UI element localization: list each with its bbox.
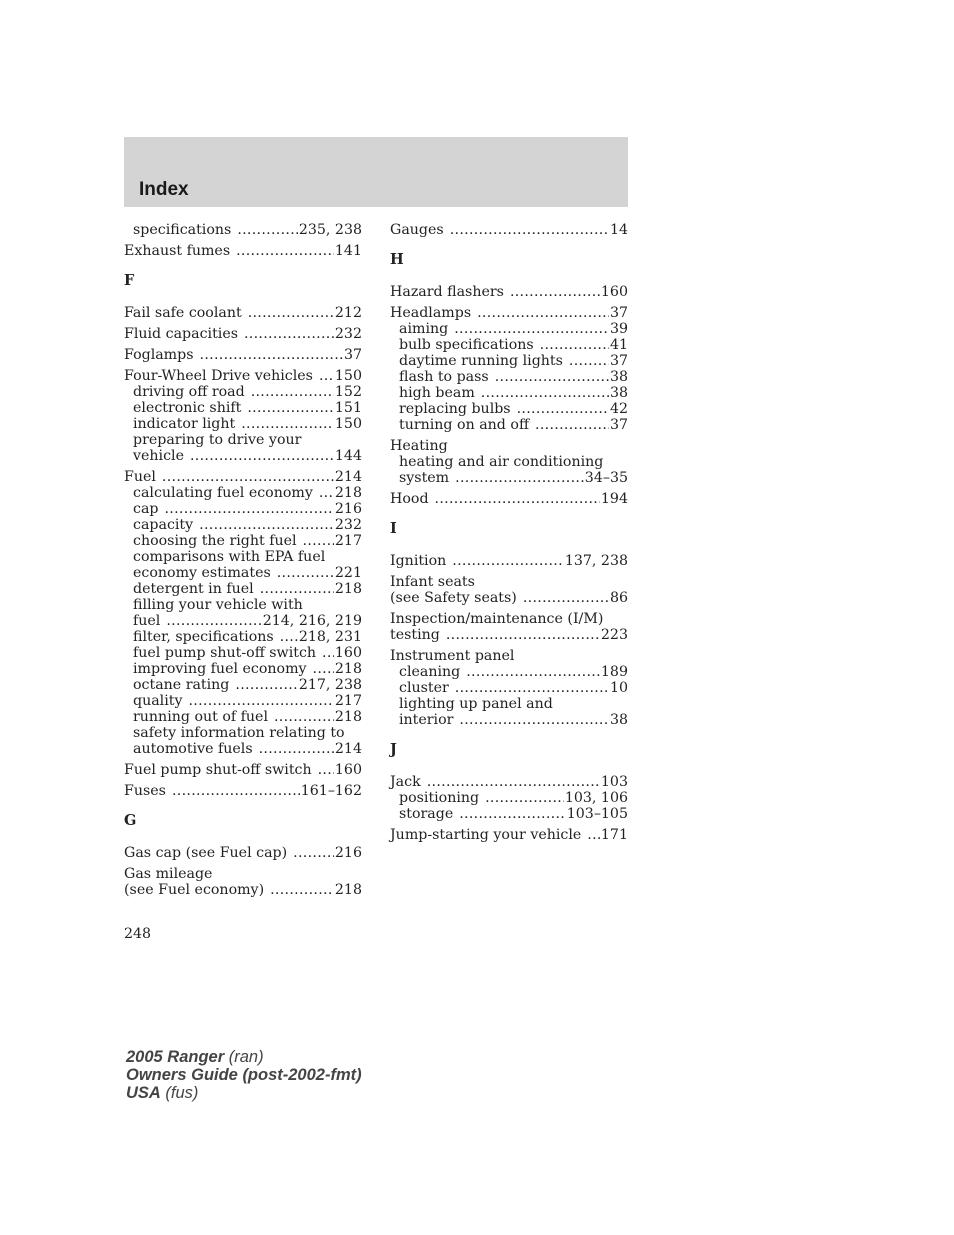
index-page-ref: 37 — [609, 353, 628, 369]
index-page-ref: 214 — [334, 469, 362, 485]
index-term: Hazard flashers — [390, 284, 504, 300]
index-term: Hood — [390, 491, 429, 507]
index-page-ref: 37 — [609, 305, 628, 321]
page-number: 248 — [124, 926, 152, 942]
index-page-ref: 37 — [609, 417, 628, 433]
index-subentry-line — [124, 533, 362, 549]
index-page-ref: 14 — [609, 222, 628, 238]
dot-leader — [235, 677, 297, 693]
footer-line-3 — [126, 1084, 362, 1102]
index-entry-line — [390, 574, 628, 590]
dot-leader — [190, 448, 334, 464]
footer-doc-info — [126, 1048, 362, 1102]
index-page-ref: 232 — [334, 326, 362, 342]
index-page-ref: 41 — [609, 337, 628, 353]
index-subentry-line — [124, 400, 362, 416]
index-entry — [390, 438, 628, 486]
index-page-ref: 216 — [334, 501, 362, 517]
index-term: turning on and off — [399, 417, 530, 433]
index-entry — [124, 469, 362, 757]
index-page-ref: 160 — [600, 284, 628, 300]
index-term: economy estimates — [133, 565, 271, 581]
index-page-ref: 150 — [334, 416, 362, 432]
index-entry-line — [390, 305, 628, 321]
index-entry-line — [124, 762, 362, 778]
index-entry-line — [124, 469, 362, 485]
dot-leader — [319, 368, 334, 384]
index-subentry-line — [124, 565, 362, 581]
index-subentry-line — [124, 384, 362, 400]
index-page-ref: 141 — [334, 243, 362, 259]
index-term: Jack — [390, 774, 421, 790]
index-term: interior — [399, 712, 454, 728]
index-letter-heading: F — [124, 272, 135, 289]
dot-leader — [446, 627, 600, 643]
dot-leader — [251, 384, 334, 400]
footer-model-code: (ran) — [224, 1048, 264, 1066]
dot-leader — [172, 783, 300, 799]
index-entry — [124, 305, 362, 321]
index-page-ref: 161–162 — [300, 783, 362, 799]
dot-leader — [248, 305, 334, 321]
index-term: running out of fuel — [133, 709, 268, 725]
index-subentry-line — [124, 581, 362, 597]
dot-leader — [313, 661, 334, 677]
index-term: Gas cap (see Fuel cap) — [124, 845, 288, 861]
index-term: lighting up panel and — [399, 696, 553, 712]
index-page-ref: 37 — [343, 347, 362, 363]
index-entry — [124, 762, 362, 778]
index-term: Inspection/maintenance (I/M) — [390, 611, 604, 627]
index-subentry-line — [124, 517, 362, 533]
dot-leader — [270, 882, 334, 898]
index-term: improving fuel economy — [133, 661, 307, 677]
index-subentry-line — [124, 709, 362, 725]
index-entry-line — [390, 611, 628, 627]
index-entry-line — [390, 553, 628, 569]
index-subentry-line — [390, 790, 628, 806]
index-subentry-line — [124, 645, 362, 661]
index-term: high beam — [399, 385, 475, 401]
dot-leader — [587, 827, 600, 843]
dot-leader — [477, 305, 609, 321]
index-page-ref: 218, 231 — [298, 629, 362, 645]
footer-market: USA — [126, 1084, 161, 1102]
index-page-ref: 38 — [609, 712, 628, 728]
index-term: testing — [390, 627, 440, 643]
dot-leader — [318, 762, 334, 778]
footer-guide: Owners Guide (post-2002-fmt) — [126, 1066, 362, 1084]
index-subentry-line — [124, 677, 362, 693]
footer-market-code: (fus) — [160, 1084, 199, 1102]
index-term: driving off road — [133, 384, 245, 400]
index-term: Fuel — [124, 469, 156, 485]
index-entry — [124, 222, 362, 238]
index-entry-line — [390, 648, 628, 664]
index-page-ref: 217 — [334, 693, 362, 709]
index-column-left — [124, 222, 362, 903]
index-entry-line — [124, 866, 362, 882]
index-term: aiming — [399, 321, 449, 337]
dot-leader — [322, 645, 334, 661]
index-page-ref: 137, 238 — [564, 553, 628, 569]
index-term: calculating fuel economy — [133, 485, 313, 501]
dot-leader — [165, 501, 334, 517]
index-page-ref: 218 — [334, 661, 362, 677]
index-subentry-line — [124, 725, 362, 741]
index-subentry-line — [124, 549, 362, 565]
index-subentry-line — [390, 664, 628, 680]
index-term: Infant seats — [390, 574, 475, 590]
index-column-right — [390, 222, 628, 848]
dot-leader — [510, 284, 600, 300]
index-term: Heating — [390, 438, 448, 454]
dot-leader — [427, 774, 600, 790]
index-entry-line — [390, 774, 628, 790]
index-term: (see Fuel economy) — [124, 882, 265, 898]
index-page-ref: 232 — [334, 517, 362, 533]
index-page-ref: 171 — [600, 827, 628, 843]
dot-leader — [452, 553, 564, 569]
index-term: Gauges — [390, 222, 444, 238]
index-entry-line — [124, 243, 362, 259]
index-term: Fuses — [124, 783, 166, 799]
index-term: cluster — [399, 680, 449, 696]
dot-leader — [540, 337, 609, 353]
index-page-ref: 218 — [334, 709, 362, 725]
dot-leader — [454, 321, 609, 337]
dot-leader — [459, 712, 609, 728]
index-term: bulb specifications — [399, 337, 534, 353]
index-term: safety information relating to — [133, 725, 345, 741]
index-entry-line — [124, 783, 362, 799]
index-term: (see Safety seats) — [390, 590, 517, 606]
index-term: Exhaust fumes — [124, 243, 231, 259]
dot-leader — [319, 485, 334, 501]
index-page-ref: 212 — [334, 305, 362, 321]
index-term: flash to pass — [399, 369, 489, 385]
dot-leader — [274, 709, 334, 725]
index-subentry-line — [124, 485, 362, 501]
dot-leader — [199, 517, 334, 533]
dot-leader — [241, 416, 334, 432]
index-term: octane rating — [133, 677, 230, 693]
index-page-ref: 39 — [609, 321, 628, 337]
index-entry — [390, 284, 628, 300]
index-subentry-line — [124, 222, 362, 238]
index-entry — [390, 222, 628, 238]
index-term: heating and air conditioning — [399, 454, 604, 470]
index-page-ref: 38 — [609, 385, 628, 401]
dot-leader — [455, 470, 584, 486]
index-subentry-line — [390, 369, 628, 385]
index-term: choosing the right fuel — [133, 533, 297, 549]
index-entry — [390, 648, 628, 728]
page-title: Index — [139, 179, 189, 200]
index-page-ref: 152 — [334, 384, 362, 400]
index-term: preparing to drive your — [133, 432, 302, 448]
index-page-ref: 86 — [609, 590, 628, 606]
dot-leader — [237, 222, 298, 238]
dot-leader — [495, 369, 609, 385]
index-term: Headlamps — [390, 305, 472, 321]
index-entry-line — [124, 305, 362, 321]
index-term: cap — [133, 501, 159, 517]
index-entry-line — [124, 347, 362, 363]
dot-leader — [455, 680, 609, 696]
dot-leader — [435, 491, 600, 507]
index-subentry-line — [124, 501, 362, 517]
index-term: Jump-starting your vehicle — [390, 827, 582, 843]
index-term: replacing bulbs — [399, 401, 511, 417]
index-term: filling your vehicle with — [133, 597, 303, 613]
index-entry — [124, 347, 362, 363]
index-subentry-line — [124, 629, 362, 645]
index-page-ref: 194 — [600, 491, 628, 507]
index-page-ref: 150 — [334, 368, 362, 384]
index-page-ref: 217, 238 — [298, 677, 362, 693]
index-subentry-line — [390, 454, 628, 470]
index-term: Instrument panel — [390, 648, 515, 664]
index-subentry-line — [390, 353, 628, 369]
index-page-ref: 10 — [609, 680, 628, 696]
index-letter-heading: G — [124, 812, 137, 829]
index-page-ref: 214 — [334, 741, 362, 757]
index-term: comparisons with EPA fuel — [133, 549, 326, 565]
index-term: fuel — [133, 613, 161, 629]
dot-leader — [259, 741, 334, 757]
index-entry-line — [390, 284, 628, 300]
index-subentry-line — [390, 680, 628, 696]
index-entry-line — [390, 590, 628, 606]
index-entry — [124, 368, 362, 464]
dot-leader — [247, 400, 334, 416]
index-entry-line — [390, 627, 628, 643]
dot-leader — [459, 806, 565, 822]
index-page-ref: 103–105 — [566, 806, 628, 822]
index-page-ref: 216 — [334, 845, 362, 861]
index-page-ref: 223 — [600, 627, 628, 643]
index-term: system — [399, 470, 450, 486]
index-term: capacity — [133, 517, 194, 533]
index-term: cleaning — [399, 664, 461, 680]
index-subentry-line — [390, 385, 628, 401]
dot-leader — [293, 845, 334, 861]
index-term: fuel pump shut-off switch — [133, 645, 317, 661]
index-entry — [390, 774, 628, 822]
index-subentry-line — [124, 613, 362, 629]
index-letter-heading: J — [390, 741, 397, 758]
dot-leader — [535, 417, 609, 433]
dot-leader — [303, 533, 334, 549]
index-entry — [390, 827, 628, 843]
index-subentry-line — [124, 741, 362, 757]
index-subentry-line — [124, 597, 362, 613]
index-term: detergent in fuel — [133, 581, 254, 597]
index-term: indicator light — [133, 416, 236, 432]
dot-leader — [277, 565, 334, 581]
index-term: electronic shift — [133, 400, 242, 416]
index-term: specifications — [133, 222, 232, 238]
dot-leader — [466, 664, 600, 680]
index-page-ref: 38 — [609, 369, 628, 385]
dot-leader — [244, 326, 334, 342]
index-term: vehicle — [133, 448, 184, 464]
dot-leader — [188, 693, 333, 709]
index-term: positioning — [399, 790, 480, 806]
index-letter-heading: I — [390, 520, 397, 537]
footer-line-2 — [126, 1066, 362, 1084]
index-subentry-line — [390, 806, 628, 822]
dot-leader — [200, 347, 343, 363]
dot-leader — [280, 629, 298, 645]
index-term: storage — [399, 806, 454, 822]
dot-leader — [162, 469, 334, 485]
index-entry-line — [390, 491, 628, 507]
index-subentry-line — [390, 321, 628, 337]
index-subentry-line — [124, 693, 362, 709]
index-entry — [124, 783, 362, 799]
dot-leader — [523, 590, 609, 606]
index-subentry-line — [124, 432, 362, 448]
index-subentry-line — [390, 337, 628, 353]
index-entry-line — [124, 326, 362, 342]
index-page-ref: 235, 238 — [298, 222, 362, 238]
index-entry-line — [124, 845, 362, 861]
index-entry-line — [390, 222, 628, 238]
index-subentry-line — [390, 470, 628, 486]
index-entry-line — [124, 368, 362, 384]
index-page-ref: 144 — [334, 448, 362, 464]
dot-leader — [166, 613, 261, 629]
index-page-ref: 34–35 — [584, 470, 628, 486]
index-entry-line — [390, 827, 628, 843]
index-term: automotive fuels — [133, 741, 253, 757]
index-subentry-line — [124, 416, 362, 432]
index-page-ref: 160 — [334, 762, 362, 778]
index-subentry-line — [390, 417, 628, 433]
index-page-ref: 218 — [334, 882, 362, 898]
index-page-ref: 221 — [334, 565, 362, 581]
index-entry — [390, 491, 628, 507]
index-subentry-line — [124, 448, 362, 464]
index-entry-line — [124, 882, 362, 898]
index-term: daytime running lights — [399, 353, 563, 369]
dot-leader — [485, 790, 564, 806]
footer-model: 2005 Ranger — [126, 1048, 225, 1066]
index-entry — [124, 845, 362, 861]
index-page-ref: 218 — [334, 581, 362, 597]
index-page-ref: 189 — [600, 664, 628, 680]
dot-leader — [236, 243, 334, 259]
index-term: Fuel pump shut-off switch — [124, 762, 312, 778]
dot-leader — [260, 581, 334, 597]
index-term: filter, specifications — [133, 629, 274, 645]
dot-leader — [569, 353, 609, 369]
index-page-ref: 214, 216, 219 — [262, 613, 362, 629]
index-term: quality — [133, 693, 183, 709]
index-entry — [124, 243, 362, 259]
index-entry — [390, 305, 628, 433]
index-entry — [390, 553, 628, 569]
index-term: Foglamps — [124, 347, 194, 363]
index-entry — [124, 866, 362, 898]
index-subentry-line — [390, 401, 628, 417]
index-page-ref: 103, 106 — [564, 790, 628, 806]
index-entry — [124, 326, 362, 342]
index-entry — [390, 611, 628, 643]
index-term: Fluid capacities — [124, 326, 238, 342]
index-term: Ignition — [390, 553, 447, 569]
index-subentry-line — [390, 712, 628, 728]
index-page-ref: 218 — [334, 485, 362, 501]
index-term: Four-Wheel Drive vehicles — [124, 368, 313, 384]
dot-leader — [450, 222, 609, 238]
index-page-ref: 160 — [334, 645, 362, 661]
index-page-ref: 151 — [334, 400, 362, 416]
index-entry-line — [390, 438, 628, 454]
index-page-ref: 42 — [609, 401, 628, 417]
index-page-ref: 103 — [600, 774, 628, 790]
dot-leader — [517, 401, 609, 417]
index-entry — [390, 574, 628, 606]
header-band — [124, 137, 628, 207]
index-letter-heading: H — [390, 251, 404, 268]
index-page-ref: 217 — [334, 533, 362, 549]
index-term: Fail safe coolant — [124, 305, 242, 321]
index-term: Gas mileage — [124, 866, 213, 882]
index-subentry-line — [124, 661, 362, 677]
footer-line-1 — [126, 1048, 362, 1066]
dot-leader — [481, 385, 609, 401]
index-subentry-line — [390, 696, 628, 712]
